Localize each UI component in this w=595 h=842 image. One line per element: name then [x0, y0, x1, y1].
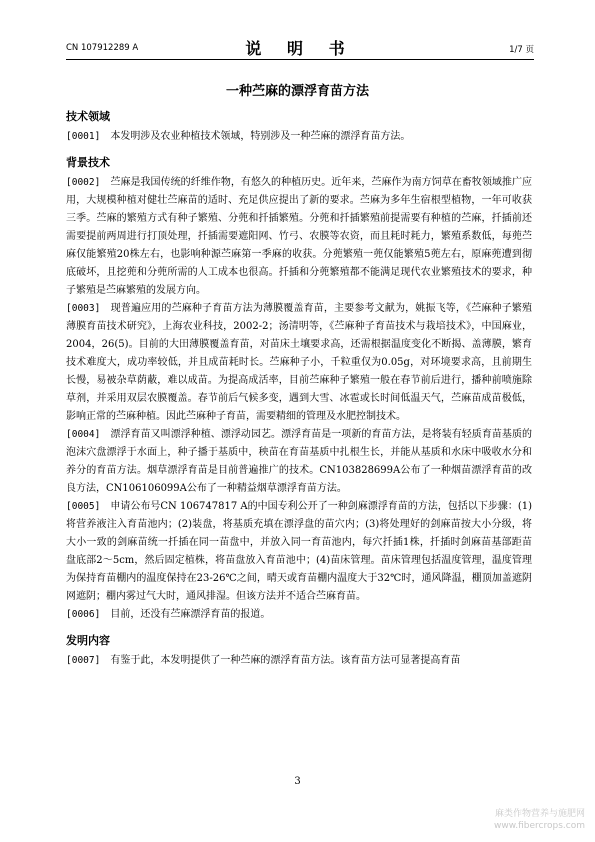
- paragraph-text: 目前，还没有苎麻漂浮育苗的报道。: [110, 609, 271, 620]
- paragraph-text: 漂浮育苗又叫漂浮种植、漂浮动园艺。漂浮育苗是一项新的育苗方法，是将装有轻质育苗基质的泡沫穴盘漂浮于水面上，种子播于基质中，秧苗在育苗基质中扎根生长，并能从基质和水床中吸收水分和养分的育苗方法。烟草漂浮育苗是目前普遍推广的技术。CN103828699A公布了一种烟苗漂浮育苗的改良方法，CN106106099A公布了一种精益烟草漂浮育苗方法。: [66, 429, 532, 494]
- paragraph-number: [0007]: [66, 655, 101, 666]
- paragraph: [66, 652, 532, 670]
- watermark-site-name: 麻类作物营养与施肥网: [494, 809, 585, 819]
- paragraph-number: [0006]: [66, 609, 101, 620]
- paragraph-text: 有鉴于此，本发明提供了一种苎麻的漂浮育苗方法。该育苗方法可显著提高育苗: [110, 655, 461, 666]
- header-rule: [66, 59, 534, 60]
- paragraph: [66, 128, 532, 146]
- paragraph-text: 苎麻是我国传统的纤维作物，有悠久的种植历史。近年来，苎麻作为南方饲草在畜牧领域推广应用，大规模种植对健壮苎麻苗的适时、充足供应提出了新的要求。苎麻为多年生宿根型植物，一年可收获三季。苎麻的繁殖方式有种子繁殖、分蔸和扦插繁殖。分蔸和扦插繁殖前提需要有种植的苎麻，扦插前还需要提前两周进行打顶处理，扦插需要遮阳网、竹弓、农膜等农资，而且耗时耗力，繁殖系数低，每蔸苎麻仅能繁殖20株左右，也影响种源苎麻第一季麻的收获。分蔸繁殖一蔸仅能繁殖5蔸左右，原麻蔸遭到彻底破坏，且挖蔸和分蔸所需的人工成本也很高。扦插和分蔸繁殖都不能满足现代农业繁殖技术的要求，种子繁殖是苎麻繁殖的发展方向。: [66, 177, 532, 296]
- paragraph-number: [0003]: [66, 303, 101, 314]
- paragraph-number: [0004]: [66, 429, 101, 440]
- document-body: [66, 108, 532, 670]
- page-header: [66, 36, 534, 58]
- page-number: 3: [294, 776, 301, 787]
- watermark: [494, 808, 585, 832]
- document-title: 一种苎麻的漂浮育苗方法: [225, 84, 369, 99]
- section-heading: 背景技术: [66, 156, 110, 169]
- paragraph: [66, 426, 532, 498]
- paragraph-number: [0005]: [66, 501, 101, 512]
- paragraph: [66, 498, 532, 606]
- page-indicator: 1/7 页: [509, 45, 534, 55]
- paragraph: [66, 174, 532, 300]
- paragraph-number: [0001]: [66, 131, 101, 142]
- document-type: 说 明 书: [245, 39, 355, 58]
- watermark-url: www.fibercrops.com: [494, 821, 585, 831]
- section-heading: 发明内容: [66, 634, 110, 647]
- paragraph: [66, 606, 532, 624]
- paragraph-text: 本发明涉及农业种植技术领域，特别涉及一种苎麻的漂浮育苗方法。: [110, 131, 411, 142]
- paragraph: [66, 300, 532, 426]
- section-heading: 技术领域: [66, 110, 110, 123]
- paragraph-text: 现普遍应用的苎麻种子育苗方法为薄膜覆盖育苗，主要参考文献为，姚振飞等，《苎麻种子繁殖薄膜育苗技术研究》，上海农业科技，2002-2；汤清明等，《苎麻种子育苗技术与栽培技术》，中国麻业，2004，26(5)。目前的大田薄膜覆盖育苗，对苗床土壤要求高，还需根据温度变化不断揭、盖薄膜，繁育技术难度大，成功率较低，并且成苗耗时长。苎麻种子小，千粒重仅为0.05g，对环境要求高，且前期生长慢，易被杂草荫蔽，难以成苗。为提高成活率，目前苎麻种子繁殖一般在春节前后进行，播种前喷施除草剂，并采用双层农膜覆盖。春节前后气候多变，遇到大雪、冰雹或长时间低温天气，苎麻苗成苗极低，影响正常的苎麻种植。因此苎麻种子育苗，需要精细的管理及水肥控制技术。: [66, 303, 533, 422]
- publication-number: CN 107912289 A: [66, 43, 139, 53]
- paragraph-text: 申请公布号CN 106747817 A的中国专利公开了一种剑麻漂浮育苗的方法，包括以下步骤：(1)将营养液注入育苗池内；(2)装盘，将基质充填在漂浮盘的苗穴内；(3)将处理好的剑麻苗按大小分级，将大小一致的剑麻苗统一扦插在同一苗盘中，并放入同一育苗池内，每穴扦插1株，扦插时剑麻苗基部距苗盘底部2～5cm，然后固定植株，将苗盘放入育苗池中；(4)苗床管理。苗床管理包括温度管理，温度管理为保持育苗棚内的温度保持在23-26℃之间，晴天或育苗棚内温度大于32℃时，通风降温，棚顶加盖遮阴网遮阴；棚内雾过气大时，通风排湿。但该方法并不适合苎麻育苗。: [66, 501, 533, 602]
- paragraph-number: [0002]: [66, 177, 101, 188]
